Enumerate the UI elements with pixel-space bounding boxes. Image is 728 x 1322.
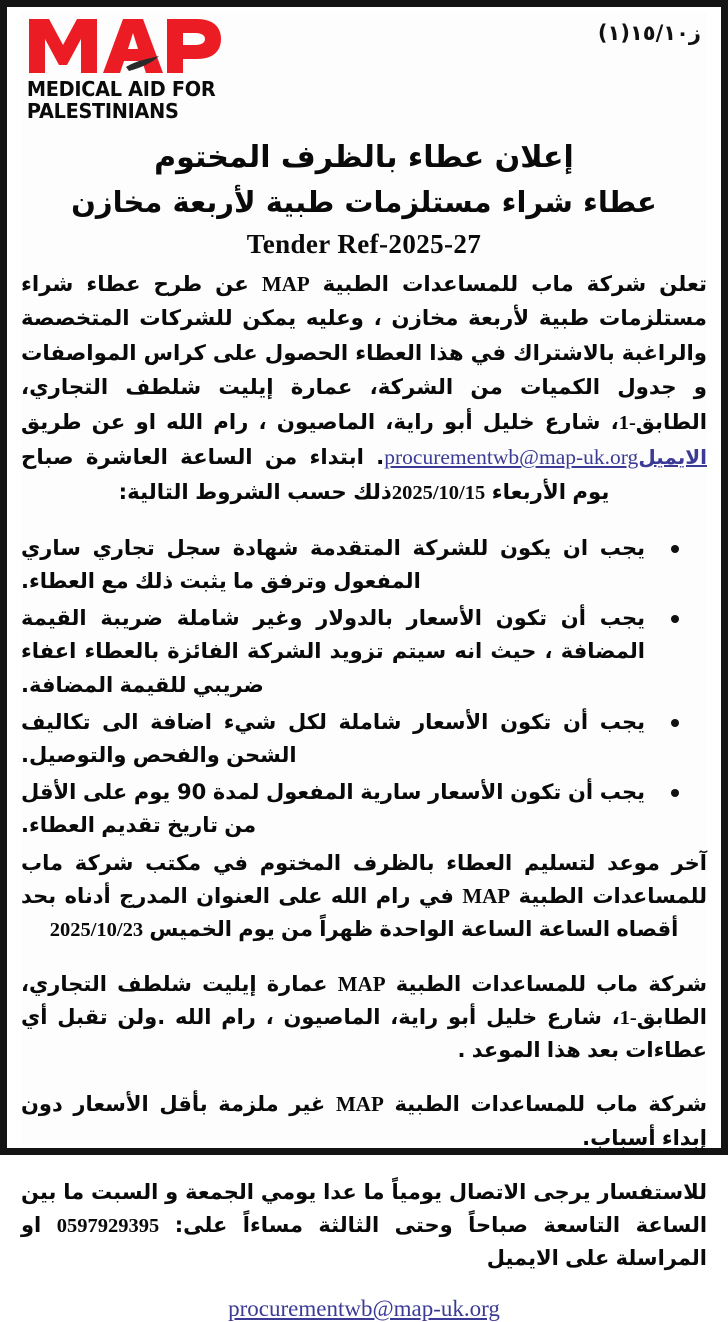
page-subtitle: عطاء شراء مستلزمات طبية لأربعة مخازن	[71, 184, 657, 219]
intro-paragraph	[21, 267, 707, 511]
disclaimer-paragraph	[21, 1088, 707, 1154]
deadline-text-b: في رام الله على العنوان المدرج أدناه بحد أقصاه الساعة الساعة الواحدة ظهراً من يوم الخميس	[21, 884, 679, 942]
page-content	[21, 13, 708, 1322]
title-block	[21, 137, 707, 260]
contact-phone: 0597929395	[56, 1214, 160, 1237]
address-paragraph	[21, 968, 707, 1068]
map-wordmark-icon	[25, 15, 225, 77]
procurement-email-link-bottom[interactable]: procurementwb@map-uk.org	[228, 1296, 500, 1322]
address-text-a: شركة ماب للمساعدات الطبية	[395, 971, 707, 996]
tender-reference: Tender Ref-2025-27	[246, 228, 482, 259]
conditions-list	[21, 532, 707, 843]
org-name-en: MAP	[462, 884, 511, 909]
contact-text-a: للاستفسار يرجى الاتصال يومياً ما عدا يومي الجمعة و السبت ما بين الساعة التاسعة صباحاً وحتى الثالثة مساءاً على:	[21, 1179, 708, 1237]
intro-text-b: عن طرح عطاء شراء مستلزمات طبية لأربعة مخازن ، وعليه يمكن للشركات المتخصصة والراغبة بالاشتراك في هذا العطاء الحصول على كراس المواصفات و جدول الكميات من الشركة، عمارة إيليت شلطف التجاري، الطابق	[21, 271, 707, 435]
deadline-paragraph	[21, 847, 707, 947]
floor-number: 1-	[619, 1006, 637, 1029]
page-title: إعلان عطاء بالظرف المختوم	[154, 140, 574, 175]
list-item: يجب أن تكون الأسعار سارية المفعول لمدة 90 يوم على الأقل من تاريخ تقديم العطاء.	[21, 776, 707, 843]
disclaimer-text-b: غير ملزمة بأقل الأسعار دون إبداء أسباب.	[21, 1092, 707, 1150]
start-date: 2025/10/15	[391, 481, 486, 504]
org-name-en: MAP	[337, 971, 386, 996]
list-item: يجب أن تكون الأسعار شاملة لكل شيء اضافة الى تكاليف الشحن والفحص والتوصيل.	[21, 706, 707, 773]
logo-tagline-line1: MEDICAL AID FOR	[26, 77, 216, 101]
deadline-date: 2025/10/23	[49, 919, 144, 942]
deadline-text-a: آخر موعد لتسليم العطاء بالظرف المختوم في مكتب شركة ماب للمساعدات الطبية	[21, 850, 707, 909]
contact-paragraph	[21, 1176, 707, 1276]
contact-text-b: او المراسلة على الايميل	[21, 1212, 707, 1271]
map-logo	[25, 15, 229, 122]
disclaimer-text-a: شركة ماب للمساعدات الطبية	[394, 1092, 708, 1117]
logo-tagline-line2: PALESTINIANS	[26, 99, 179, 124]
intro-text-d: . ابتداء من الساعة العاشرة صباح يوم الأربعاء	[21, 445, 610, 505]
email-label-link[interactable]: الايميل	[638, 445, 707, 470]
address-text-c: ، شارع خليل أبو راية، الماصيون ، رام الله .ولن تقبل أي عطاءات بعد هذا الموعد .	[21, 1004, 707, 1063]
org-name-en: MAP	[261, 271, 310, 296]
list-item: يجب ان يكون للشركة المتقدمة شهادة سجل تجاري ساري المفعول وترفق ما يثبت ذلك مع العطاء.	[21, 532, 707, 599]
intro-text-e: ذلك حسب الشروط التالية:	[118, 479, 392, 505]
address-text-b: عمارة إيليت شلطف التجاري، الطابق	[21, 971, 707, 1029]
procurement-email-link-top[interactable]: procurementwb@map-uk.org	[384, 445, 639, 470]
org-name-en: MAP	[335, 1092, 384, 1117]
list-item: يجب أن تكون الأسعار بالدولار وغير شاملة ضريبة القيمة المضافة ، حيث انه سيتم تزويد الشركة الفائزة بالعطاء اعفاء ضريبي للقيمة المضافة.	[21, 602, 707, 703]
reference-number: ز١٥/١٠(١)	[597, 21, 701, 45]
intro-text-c: ، شارع خليل أبو راية، الماصيون ، رام الله او عن طريق	[21, 409, 619, 435]
intro-text-a: تعلن شركة ماب للمساعدات الطبية	[322, 271, 708, 297]
document-header	[21, 13, 707, 135]
footer-email-block	[21, 1296, 707, 1322]
floor-number: 1-	[618, 411, 636, 434]
